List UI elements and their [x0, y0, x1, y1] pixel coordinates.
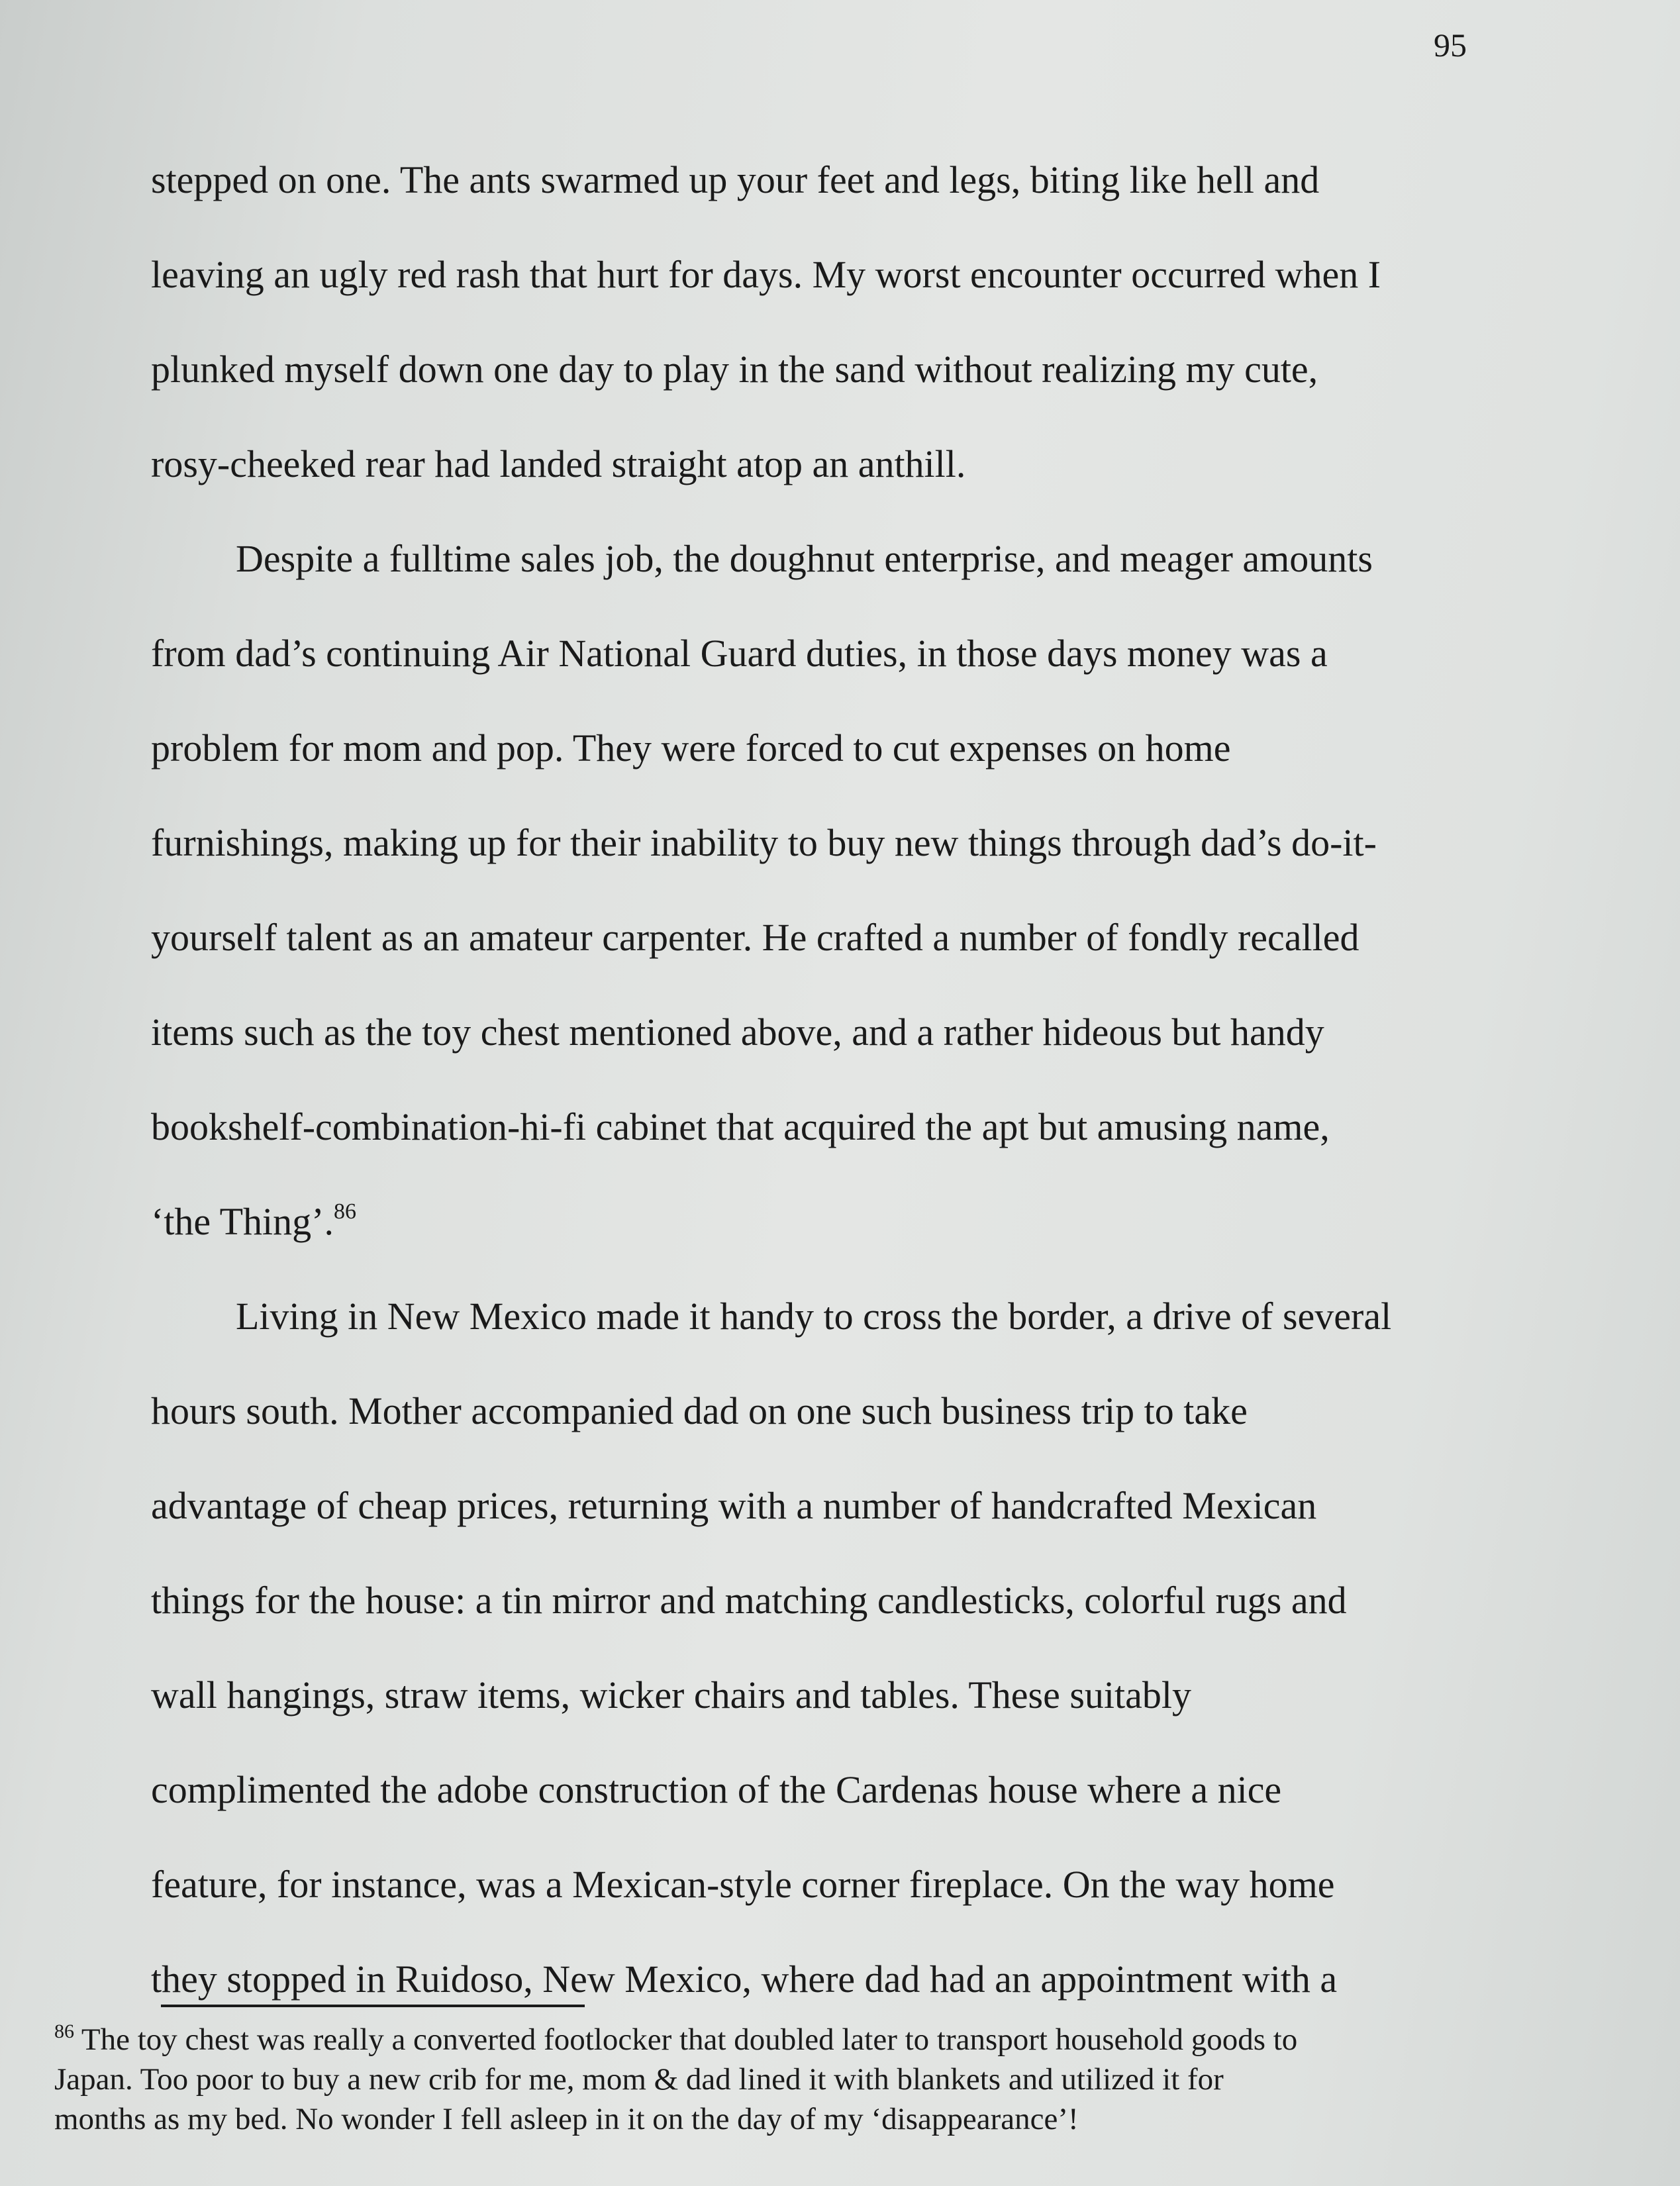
footnote-line: [54, 2020, 1630, 2060]
text-line: [151, 1174, 1555, 1269]
text-line: furnishings, making up for their inability to buy new things through dad’s do-it-: [151, 821, 1377, 864]
text-line: items such as the toy chest mentioned above, and a rather hideous but handy: [151, 1011, 1324, 1054]
text-line: feature, for instance, was a Mexican-style corner fireplace. On the way home: [151, 1863, 1335, 1906]
footnote-line: months as my bed. No wonder I fell asleep in it on the day of my ‘disappearance’!: [54, 2102, 1079, 2136]
text-line: from dad’s continuing Air National Guard duties, in those days money was a: [151, 632, 1328, 675]
text-line: they stopped in Ruidoso, New Mexico, where dad had an appointment with a: [151, 1958, 1338, 2001]
text-line: hours south. Mother accompanied dad on one such business trip to take: [151, 1389, 1248, 1432]
text-line: advantage of cheap prices, returning with a number of handcrafted Mexican: [151, 1484, 1317, 1527]
footnote-divider: [161, 2005, 585, 2007]
text-line: yourself talent as an amateur carpenter. He crafted a number of fondly recalled: [151, 916, 1359, 959]
footnote: [54, 2020, 1630, 2139]
text-line: plunked myself down one day to play in the sand without realizing my cute,: [151, 348, 1318, 391]
footnote-number: 86: [54, 2020, 74, 2042]
text-line: complimented the adobe construction of the Cardenas house where a nice: [151, 1768, 1282, 1811]
footnote-reference: 86: [333, 1199, 356, 1224]
text-line: stepped on one. The ants swarmed up your feet and legs, biting like hell and: [151, 158, 1320, 201]
body-text: [151, 132, 1555, 2026]
text-line: problem for mom and pop. They were forced to cut expenses on home: [151, 726, 1231, 770]
footnote-line-content: The toy chest was really a converted footlocker that doubled later to transport household goods to: [81, 2022, 1298, 2057]
text-line: Despite a fulltime sales job, the doughnut enterprise, and meager amounts: [236, 537, 1373, 580]
page-number: 95: [1434, 26, 1467, 64]
text-line-content: ‘the Thing’.: [151, 1200, 334, 1243]
text-line: bookshelf-combination-hi-fi cabinet that acquired the apt but amusing name,: [151, 1105, 1330, 1148]
text-line: rosy-cheeked rear had landed straight atop an anthill.: [151, 442, 966, 485]
text-line: leaving an ugly red rash that hurt for days. My worst encounter occurred when I: [151, 253, 1381, 296]
text-line: things for the house: a tin mirror and matching candlesticks, colorful rugs and: [151, 1579, 1347, 1622]
text-line: Living in New Mexico made it handy to cross the border, a drive of several: [236, 1295, 1392, 1338]
text-line: wall hangings, straw items, wicker chairs and tables. These suitably: [151, 1673, 1191, 1716]
footnote-line: Japan. Too poor to buy a new crib for me, mom & dad lined it with blankets and utilized it for: [54, 2062, 1224, 2097]
